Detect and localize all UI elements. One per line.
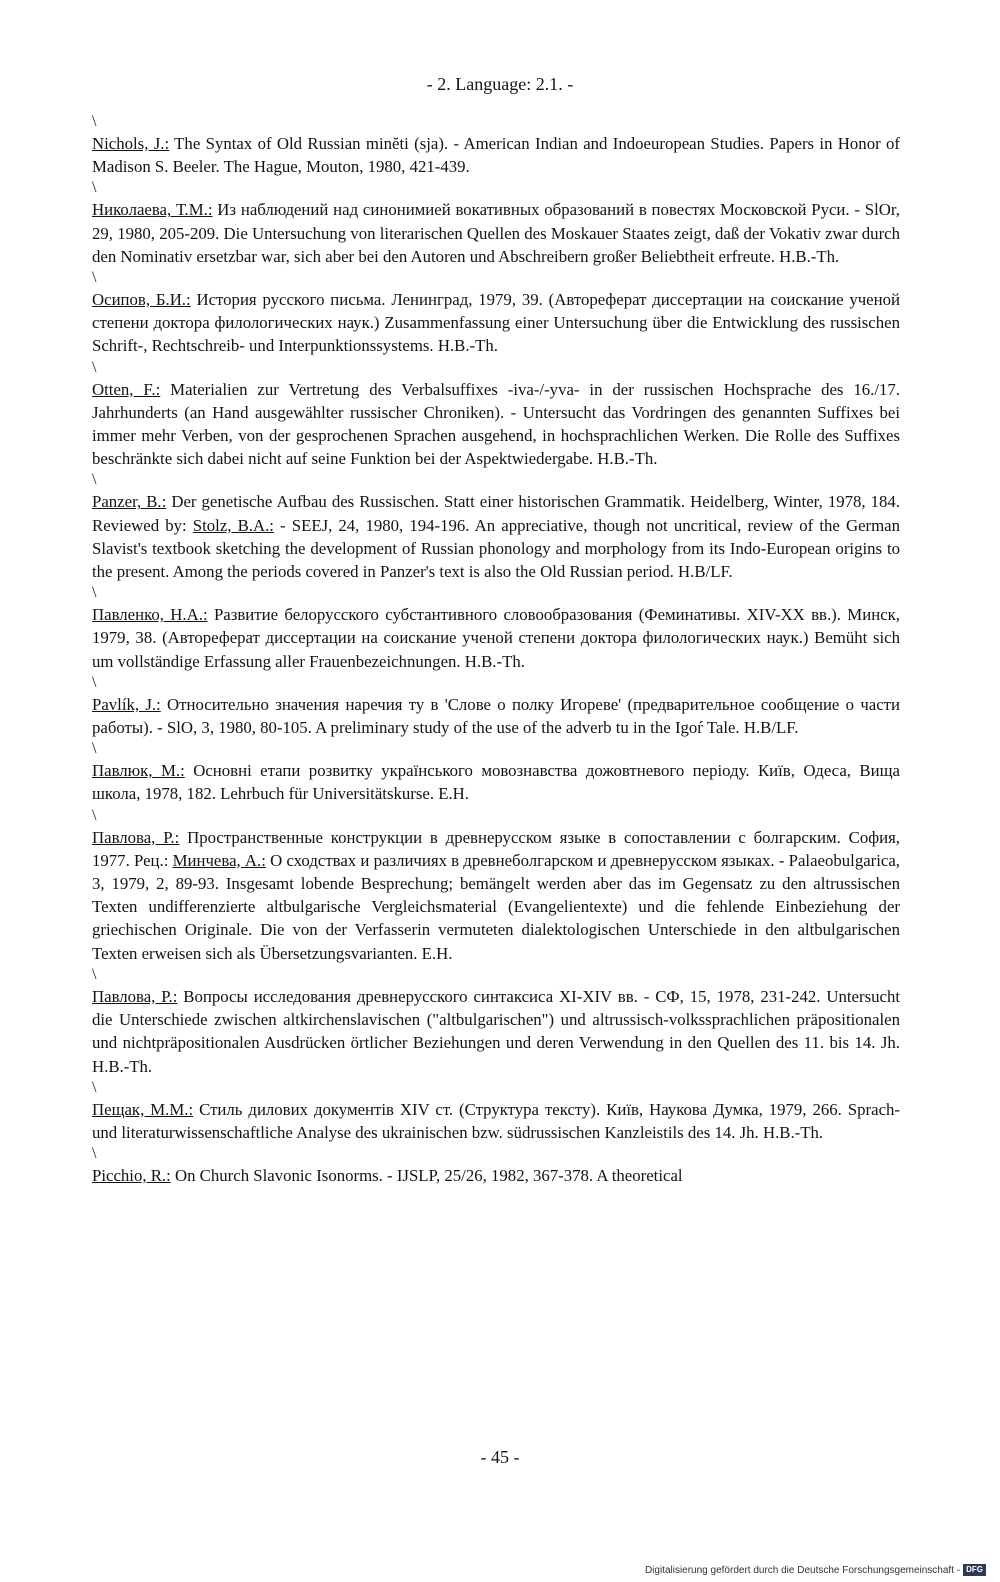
entry-author: Павлова, Р.: <box>92 827 180 847</box>
entry-author: Николаева, Т.М.: <box>92 200 213 220</box>
entry-separator: \ <box>92 179 97 197</box>
running-head: - 2. Language: 2.1. - <box>426 74 574 94</box>
bibliography-entry <box>92 198 900 268</box>
entry-author: Пещак, М.М.: <box>92 1099 194 1119</box>
bibliography-entry <box>92 288 900 358</box>
dfg-logo-icon: DFG <box>963 1564 986 1576</box>
bibliography-entry <box>92 1098 900 1144</box>
digitization-footer <box>645 1564 986 1576</box>
entry-author: Panzer, B.: <box>92 492 167 512</box>
entry-text: Относительно значения наречия ту в 'Слове о полку Игореве' (предварительное сообщение о части работы). - SlO, 3, 1980, 80-105. A preliminary study of the use of the adverb tu in the Igoŕ Tale. H.B/LF. <box>92 694 900 738</box>
entry-author: Осипов, Б.И.: <box>92 290 191 310</box>
entry-text: Развитие белорусского субстантивного словообразования (Феминативы. XIV-XX вв.). Минск, 1979, 38. (Автореферат диссертации на соискание ученой степени доктора филологических наук.) Bemüht sich um vollständige Erfassung aller Frauenbezeichnungen. H.B.-Th. <box>92 605 900 671</box>
bibliography-entry <box>92 759 900 805</box>
entry-text-continued: О сходствах и различиях в древнеболгарском и древнерусском языках. - Palaeobulgarica, 3, 1979, 2, 89-93. Insgesamt lobende Besprechung; bemängelt werden aber das im Gegensatz zu den altrussischen Texten undifferenzierte altbulgarische Vergleichsmaterial (Evangelientexte) und die fehlende Einbeziehung der griechischen Originale. Die von der Verfasserin vermuteten dialektologischen Unterschiede in den altbulgarischen Texten erweisen sich als Übersetzungsvarianten. E.H. <box>92 850 901 963</box>
entry-separator: \ <box>92 1078 97 1096</box>
bibliography-entry <box>92 132 900 178</box>
entry-text: On Church Slavonic Isonorms. - IJSLP, 25/26, 1982, 367-378. A theoretical <box>170 1166 683 1186</box>
entry-author: Павленко, Н.А.: <box>92 605 208 625</box>
entry-text: Пространственные конструкции в древнерусском языке в сопоставлении с болгарским. София, 1977. Рец.: <box>92 827 900 870</box>
entry-separator: \ <box>92 740 97 758</box>
entry-separator: \ <box>92 113 97 130</box>
bibliography-entry <box>92 378 900 471</box>
entry-separator: \ <box>92 358 97 376</box>
entry-separator: \ <box>92 584 97 602</box>
entry-author: Otten, F.: <box>92 379 161 399</box>
entry-text-continued: - SEEJ, 24, 1980, 194-196. An appreciative, though not uncritical, review of the German Slavist's textbook sketching the development of Russian phonology and morphology from its Indo-European origins to the present. Among the periods covered in Panzer's text is also the Old Russian period. H.B/LF. <box>92 515 900 582</box>
page-number: - 45 - <box>480 1447 520 1467</box>
footer-text: Digitalisierung gefördert durch die Deutsche Forschungsgemeinschaft - <box>644 1564 961 1576</box>
entry-separator: \ <box>92 269 97 287</box>
entry-reviewer: Stolz, B.A.: <box>192 515 274 535</box>
entry-separator: \ <box>92 1145 97 1163</box>
entry-text: Стиль дилових документів XIV ст. (Структура тексту). Київ, Наукова Думка, 1979, 266. Sprach- und literaturwissenschaftliche Analyse des ukrainischen bzw. südrussischen Kanzleistils des 14. Jh. H.B.-Th. <box>92 1099 900 1142</box>
entry-author: Pavlík, J.: <box>92 694 161 714</box>
bibliography-entry <box>92 985 900 1078</box>
bibliography-entry <box>92 693 900 739</box>
entry-separator: \ <box>92 471 97 489</box>
entry-text: История русского письма. Ленинград, 1979, 39. (Автореферат диссертации на соискание ученой степени доктора филологических наук.) Zusammenfassung einer Untersuchung über die Entwicklung des russischen Schrift-, Rechtschreib- und Interpunktionssystems. H.B.-Th. <box>92 290 900 356</box>
bibliography-entry <box>92 603 900 673</box>
entry-separator: \ <box>92 806 97 824</box>
entry-reviewer: Минчева, А.: <box>172 850 266 870</box>
bibliography-entry <box>92 826 900 965</box>
entry-author: Павлюк, М.: <box>92 761 185 781</box>
bibliography-entry <box>92 490 900 583</box>
entry-text: The Syntax of Old Russian minĕti (sja). - American Indian and Indoeuropean Studies. Papers in Honor of Madison S. Beeler. The Hague, Mouton, 1980, 421-439. <box>92 134 900 177</box>
entry-author: Павлова, Р.: <box>92 986 178 1006</box>
entry-author: Nichols, J.: <box>92 134 170 153</box>
entry-author: Picchio, R.: <box>92 1166 171 1186</box>
entry-separator: \ <box>92 965 97 983</box>
bibliography-entry <box>92 1164 900 1187</box>
entry-text: Из наблюдений над синонимией вокативных образований в повестях Московской Руси. - SlOr, 29, 1980, 205-209. Die Untersuchung von literarischen Quellen des Moskauer Staates zeigt, daß der Vokativ zwar durch den Nominativ ersetzbar war, sich aber bei den Autoren und Abschreibern großer Beliebtheit erfreute. H.B.-Th. <box>92 200 900 266</box>
entry-text: Materialien zur Vertretung des Verbalsuffixes -iva-/-yva- in der russischen Hochsprache des 16./17. Jahrhunderts (an Hand ausgewählter russischer Chroniken). - Untersucht das Vordringen des genannten Suffixes bei immer mehr Verben, von der gesprochenen Sprachen ausgehend, in hochsprachlichen Werken. Die Rolle des Suffixes beschränkte sich dabei nicht auf seine Funktion bei der Aspektwiedergabe. H.B.-Th. <box>92 379 900 469</box>
entry-text: Основні етапи розвитку українського мовознавства дожовтневого періоду. Київ, Одеса, Вища школа, 1978, 182. Lehrbuch für Universitätskurse. E.H. <box>92 761 900 804</box>
bibliography-entries <box>92 112 900 1187</box>
entry-text: Der genetische Aufbau des Russischen. Statt einer historischen Grammatik. Heidelberg, Winter, 1978, 184. Reviewed by: <box>92 492 900 535</box>
entry-text: Вопросы исследования древнерусского синтаксиса XI-XIV вв. - СФ, 15, 1978, 231-242. Untersucht die Unterschiede zwischen altkirchenslavischen ("altbulgarischen") und altrussisch-volkssprachlichen präpositionalen und nichtpräpositionalen Ausdrücken örtlicher Beziehungen und deren Verwendung in den Quellen des 11. bis 14. Jh. H.B.-Th. <box>92 986 900 1076</box>
entry-separator: \ <box>92 673 97 691</box>
